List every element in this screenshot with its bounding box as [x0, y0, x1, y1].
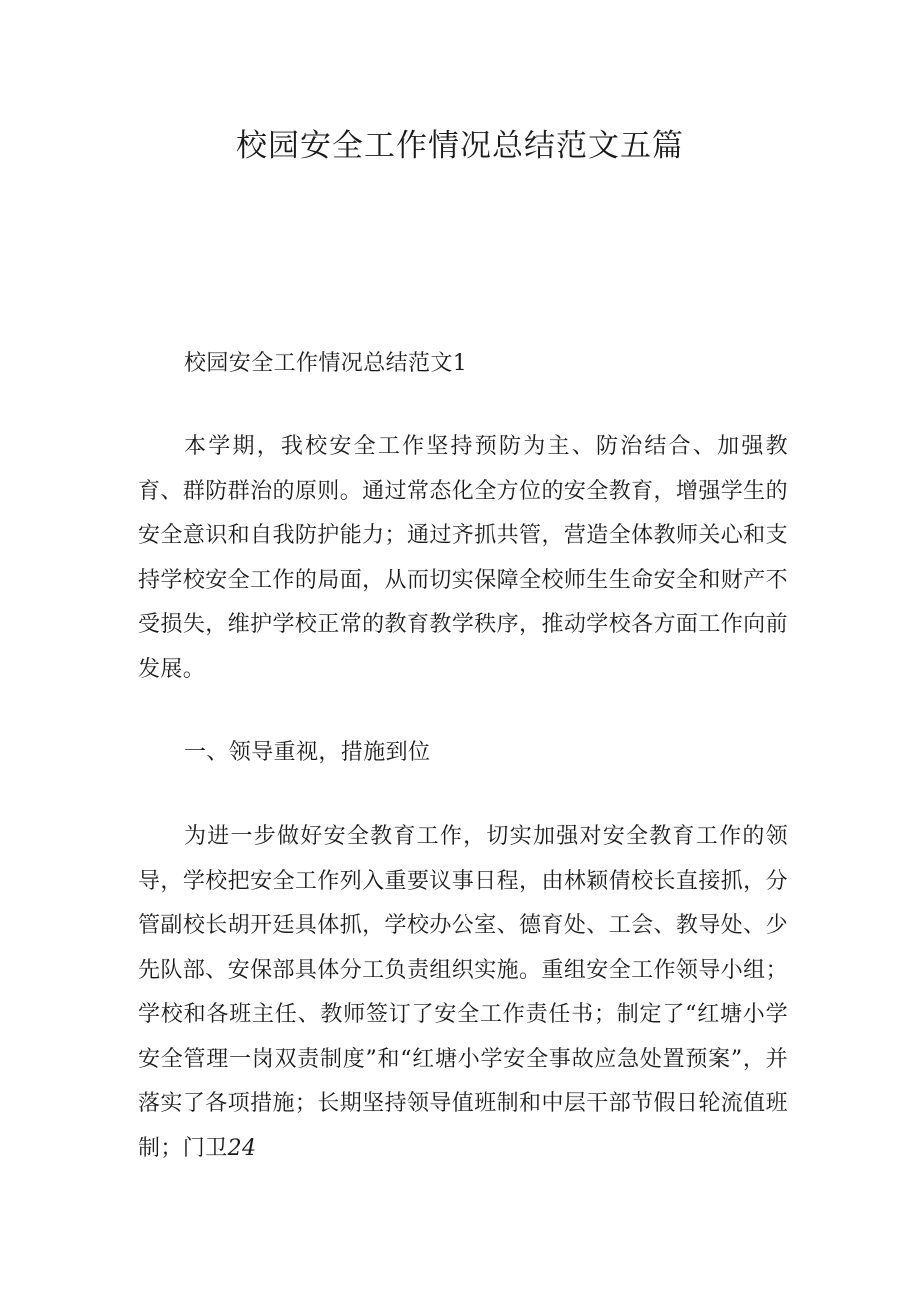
- article-subtitle: 校园安全工作情况总结范文1: [184, 351, 468, 376]
- page-number: 24: [227, 1135, 257, 1161]
- paragraph-2: [138, 815, 788, 1171]
- paragraph-1: 本学期，我校安全工作坚持预防为主、防治结合、加强教育、群防群治的原则。通过常态化全方位的安全教育，增强学生的安全意识和自我防护能力；通过齐抓共管，营造全体教师关心和支持学校安全工作的局面，从而切实保障全校师生生命安全和财产不受损失，维护学校正常的教育教学秩序，推动学校各方面工作向前发展。: [138, 434, 788, 682]
- document-title: 校园安全工作情况总结范文五篇: [236, 128, 684, 164]
- paragraph-2-text: 为进一步做好安全教育工作，切实加强对安全教育工作的领导，学校把安全工作列入重要议事日程，由林颖倩校长直接抓，分管副校长胡开廷具体抓，学校办公室、德育处、工会、教导处、少先队部、安保部具体分工负责组织实施。重组安全工作领导小组；学校和各班主任、教师签订了安全工作责任书；制定了“红塘小学安全管理一岗双责制度”和“红塘小学安全事故应急处置预案”，并落实了各项措施；长期坚持领导值班制和中层干部节假日轮流值班制；门卫: [138, 824, 788, 1161]
- section-heading: 一、领导重视，措施到位: [184, 740, 431, 765]
